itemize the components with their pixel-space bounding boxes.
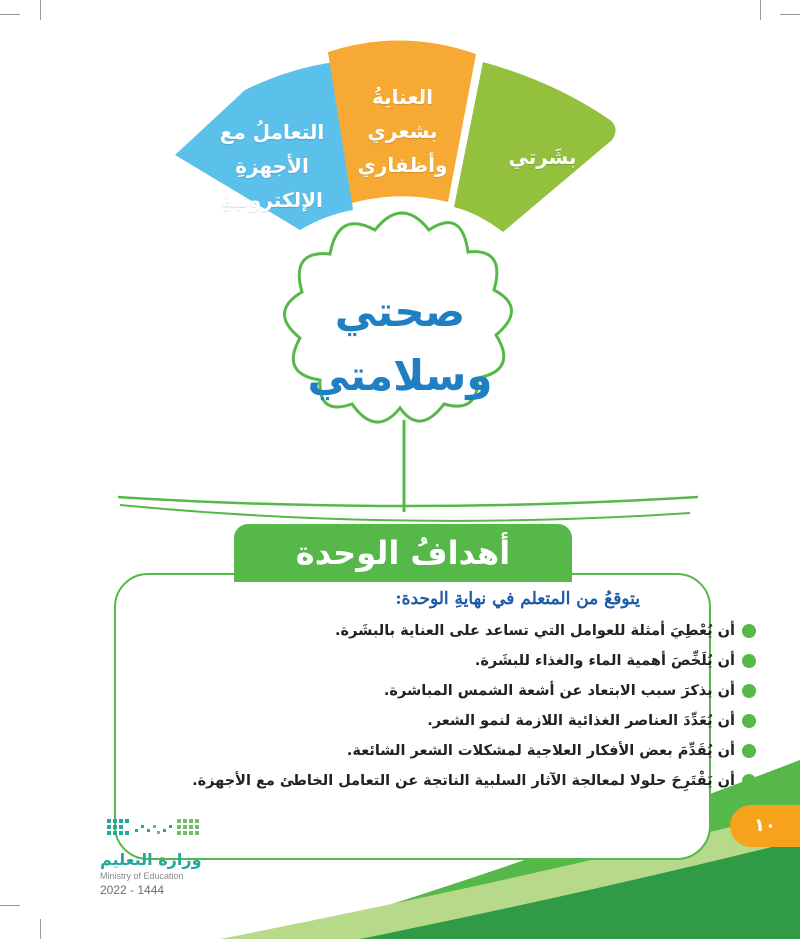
- bullet-dot-icon: [742, 714, 756, 728]
- petal-label-devices: [212, 115, 332, 217]
- objective-text: أن يُلَخِّصَ أهمية الماء والغذاء للبشَرة.: [474, 653, 735, 669]
- bullet-dot-icon: [742, 654, 756, 668]
- petal-line: الأجهزةِ: [235, 154, 309, 178]
- objective-item: [192, 646, 756, 676]
- petal-line: الإلكترونيةِ: [221, 188, 323, 212]
- petal-line: العنايةُ: [372, 85, 433, 109]
- bullet-dot-icon: [742, 684, 756, 698]
- ground-line: [118, 497, 698, 506]
- bullet-dot-icon: [742, 744, 756, 758]
- petal-line: بشعري: [367, 119, 438, 143]
- petal-label-hair-nails: [345, 80, 460, 182]
- petal-line: وأظفاري: [357, 153, 448, 177]
- objective-text: أن يَقْتَرِحَ حلولا لمعالجة الآثار السلبية الناتجة عن التعامل الخاطئ مع الأجهزة.: [192, 773, 735, 789]
- objective-text: أن يُعَدِّدَ العناصر الغذائية اللازمة لنمو الشعر.: [427, 713, 735, 729]
- objectives-list: [192, 616, 756, 796]
- objective-text: أن يُعْطِيَ أمثلة للعوامل التي تساعد على العناية بالبشَرة.: [335, 623, 735, 639]
- objective-text: أن يُقَدِّمَ بعض الأفكار العلاجية لمشكلات الشعر الشائعة.: [346, 743, 735, 759]
- petal-line: التعاملُ مع: [219, 120, 325, 144]
- objectives-title: أهدافُ الوحدة: [234, 524, 572, 582]
- objective-item: [192, 706, 756, 736]
- bullet-dot-icon: [742, 774, 756, 788]
- page-number: ١٠: [730, 805, 800, 847]
- objectives-intro: يتوقعُ من المتعلم في نهايةِ الوحدة:: [395, 589, 640, 609]
- unit-title-line2: وسلامتي: [307, 351, 493, 400]
- edition-year: 2022 - 1444: [100, 883, 165, 897]
- objective-text: أن يذكرَ سبب الابتعاد عن أشعة الشمس المباشرة.: [383, 683, 735, 699]
- bullet-dot-icon: [742, 624, 756, 638]
- objective-item: [192, 736, 756, 766]
- unit-title-line1: صحتي: [334, 287, 466, 336]
- ministry-logo-icon: [105, 815, 205, 847]
- unit-title: [300, 280, 500, 408]
- petal-label-skin: [490, 140, 595, 174]
- objective-item: [192, 616, 756, 646]
- ministry-name-en: Ministry of Education: [100, 871, 184, 881]
- objective-item: [192, 766, 756, 796]
- objective-item: [192, 676, 756, 706]
- ministry-name-ar: وزارة التعليم: [100, 850, 202, 869]
- petal-line: بشَرتي: [508, 145, 577, 169]
